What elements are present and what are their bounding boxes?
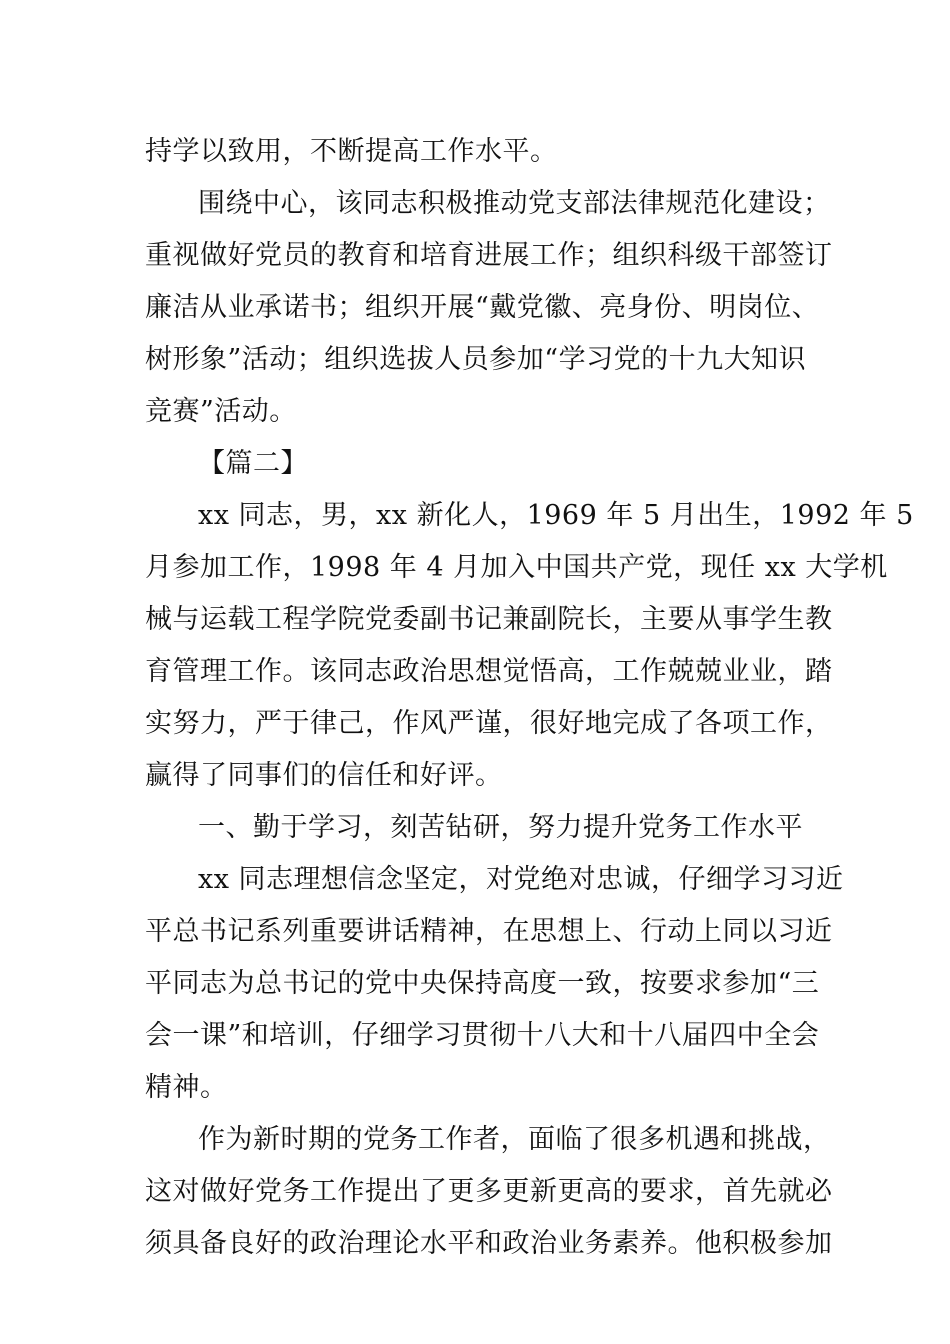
text-line: 赢得了同事们的信任和好评。 (145, 760, 503, 791)
text-line: 平总书记系列重要讲话精神，在思想上、行动上同以习近 (145, 916, 833, 947)
paragraph-start: xx 同志，男，xx 新化人，1969 年 5 月出生，1992 年 5 (198, 500, 914, 531)
text-line: 械与运载工程学院党委副书记兼副院长，主要从事学生教 (145, 604, 833, 635)
paragraph-start: 作为新时期的党务工作者，面临了很多机遇和挑战， (198, 1124, 831, 1155)
text-line: 精神。 (145, 1072, 228, 1103)
text-line: 持学以致用，不断提高工作水平。 (145, 136, 558, 167)
text-line: 树形象”活动；组织选拔人员参加“学习党的十九大知识 (145, 344, 807, 375)
text-line: 育管理工作。该同志政治思想觉悟高，工作兢兢业业，踏 (145, 656, 833, 687)
text-line: 廉洁从业承诺书；组织开展“戴党徽、亮身份、明岗位、 (145, 292, 820, 323)
subsection-heading: 一、勤于学习，刻苦钻研，努力提升党务工作水平 (198, 812, 803, 843)
text-line: 会一课”和培训，仔细学习贯彻十八大和十八届四中全会 (145, 1020, 820, 1051)
text-line: 重视做好党员的教育和培育进展工作；组织科级干部签订 (145, 240, 833, 271)
text-line: 须具备良好的政治理论水平和政治业务素养。他积极参加 (145, 1228, 833, 1259)
paragraph-start: xx 同志理想信念坚定，对党绝对忠诚，仔细学习习近 (198, 864, 844, 895)
text-line: 实努力，严于律己，作风严谨，很好地完成了各项工作， (145, 708, 833, 739)
paragraph-start: 围绕中心，该同志积极推动党支部法律规范化建设； (198, 188, 831, 219)
text-line: 竞赛”活动。 (145, 396, 297, 427)
text-line: 平同志为总书记的党中央保持高度一致，按要求参加“三 (145, 968, 820, 999)
section-heading: 【篇二】 (198, 448, 308, 479)
text-line: 月参加工作，1998 年 4 月加入中国共产党，现任 xx 大学机 (145, 552, 888, 583)
text-line: 这对做好党务工作提出了更多更新更高的要求，首先就必 (145, 1176, 833, 1207)
